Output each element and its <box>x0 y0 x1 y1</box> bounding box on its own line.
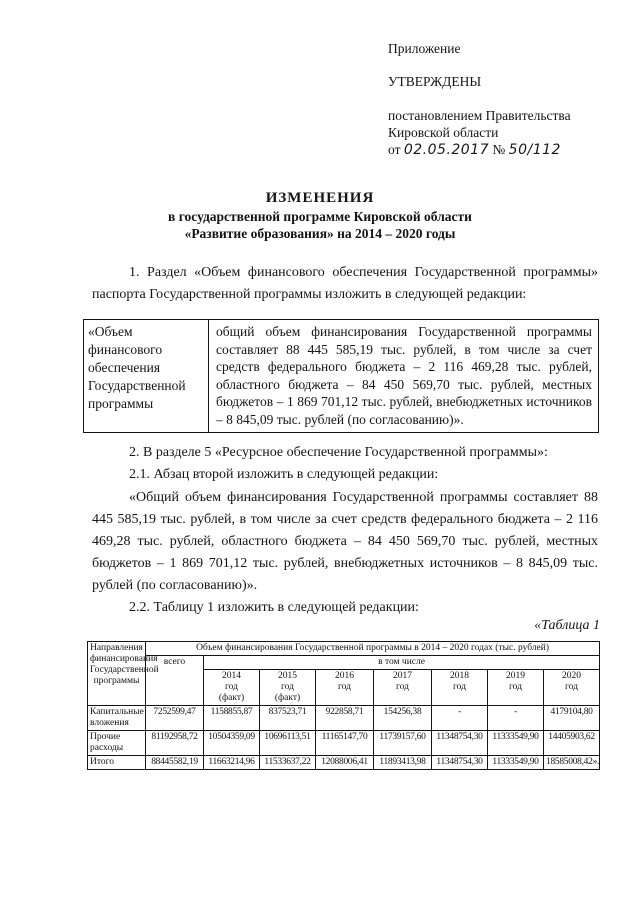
cell-total: 81192958,72 <box>146 731 204 756</box>
cell-value: 11663214,96 <box>204 756 260 770</box>
header-including: в том числе <box>204 656 600 670</box>
row-name: Прочие расходы <box>88 731 146 756</box>
appendix-label: Приложение <box>388 41 461 56</box>
cell-value: 837523,71 <box>260 706 316 731</box>
table-row <box>88 756 600 770</box>
handwritten-number: 50/112 <box>508 142 561 158</box>
table-caption: «Таблица 1 <box>534 618 600 633</box>
handwritten-date: 02.05.2017 <box>403 142 490 158</box>
year-header: 2015 год (факт) <box>260 670 316 706</box>
cell-value: 18585008,42». <box>544 756 600 770</box>
cell-value: 11348754,30 <box>432 731 488 756</box>
cell-value: 4179104,80 <box>544 706 600 731</box>
year-header: 2019 год <box>488 670 544 706</box>
table-row <box>88 706 600 731</box>
cell-value: 11348754,30 <box>432 756 488 770</box>
paragraph-1: 1. Раздел «Объем финансового обеспечения Государственной программы» паспорта Государственной программы изложить в следующей редакции: <box>92 265 598 302</box>
year-header: 2016 год <box>316 670 374 706</box>
cell-value: - <box>488 706 544 731</box>
year-header: 2020 год <box>544 670 600 706</box>
year-header: 2017 год <box>374 670 432 706</box>
cell-value: 11165147,70 <box>316 731 374 756</box>
funding-box-label: «Объем финансового обеспечения Государственной программы <box>84 320 209 432</box>
cell-value: 1158855,87 <box>204 706 260 731</box>
paragraph-2: 2. В разделе 5 «Ресурсное обеспечение Государственной программы»: <box>129 445 548 460</box>
approved-by-line1: постановлением Правительства <box>388 108 571 123</box>
cell-value: - <box>432 706 488 731</box>
row-name: Капитальные вложения <box>88 706 146 731</box>
approval-date-line <box>388 141 628 159</box>
cell-value: 12088006,41 <box>316 756 374 770</box>
document-title: ИЗМЕНЕНИЯ <box>265 190 375 206</box>
year-header: 2014 год (факт) <box>204 670 260 706</box>
cell-value: 922858,71 <box>316 706 374 731</box>
approval-block <box>388 40 628 159</box>
table-header-row-1 <box>88 642 600 656</box>
row-name: Итого <box>88 756 146 770</box>
cell-value: 10504359,09 <box>204 731 260 756</box>
cell-total: 7252599,47 <box>146 706 204 731</box>
cell-value: 11739157,60 <box>374 731 432 756</box>
table-header-row-2 <box>88 656 600 670</box>
cell-total: 88445582,19 <box>146 756 204 770</box>
cell-value: 11333549,90 <box>488 731 544 756</box>
cell-value: 14405903,62 <box>544 731 600 756</box>
number-prefix: № <box>492 142 506 157</box>
header-total: всего <box>146 656 204 706</box>
paragraph-2-1: 2.1. Абзац второй изложить в следующей редакции: <box>129 467 439 482</box>
cell-value: 11533637,22 <box>260 756 316 770</box>
paragraph-2-2: 2.2. Таблицу 1 изложить в следующей редакции: <box>129 600 419 615</box>
funding-box-text: общий объем финансирования Государственной программы составляет 88 445 585,19 тыс. рублей, в том числе за счет средств федерального бюджета – 2 116 469,28 тыс. рублей, областного бюджета – 84 450 569,70 тыс. рублей, местных бюджетов – 1 869 701,12 тыс. рублей, внебюджетных источников – 8 845,09 тыс. рублей (по согласованию)». <box>216 324 592 427</box>
approved-label: УТВЕРЖДЕНЫ <box>388 74 482 89</box>
approved-by-line2: Кировской области <box>388 125 499 140</box>
cell-value: 10696113,51 <box>260 731 316 756</box>
header-volume: Объем финансирования Государственной программы в 2014 – 2020 годах (тыс. рублей) <box>146 642 600 656</box>
funding-table <box>87 641 600 770</box>
document-subtitle-line2: «Развитие образования» на 2014 – 2020 годы <box>184 226 456 241</box>
funding-box <box>83 319 599 433</box>
document-subtitle-line1: в государственной программе Кировской области <box>168 209 472 224</box>
date-prefix: от <box>388 142 401 157</box>
cell-value: 11333549,90 <box>488 756 544 770</box>
table-row <box>88 731 600 756</box>
paragraph-quote: «Общий объем финансирования Государственной программы составляет 88 445 585,19 тыс. рублей, в том числе за счет средств федерального бюджета – 2 116 469,28 тыс. рублей, областного бюджета – 84 450 569,70 тыс. рублей, местных бюджетов – 1 869 701,12 тыс. рублей, внебюджетных источников – 8 845,09 тыс. рублей (по согласованию)». <box>92 490 598 593</box>
year-header: 2018 год <box>432 670 488 706</box>
cell-value: 154256,38 <box>374 706 432 731</box>
cell-value: 11893413,98 <box>374 756 432 770</box>
header-direction: Направления финансирования Государственной программы <box>88 642 146 706</box>
